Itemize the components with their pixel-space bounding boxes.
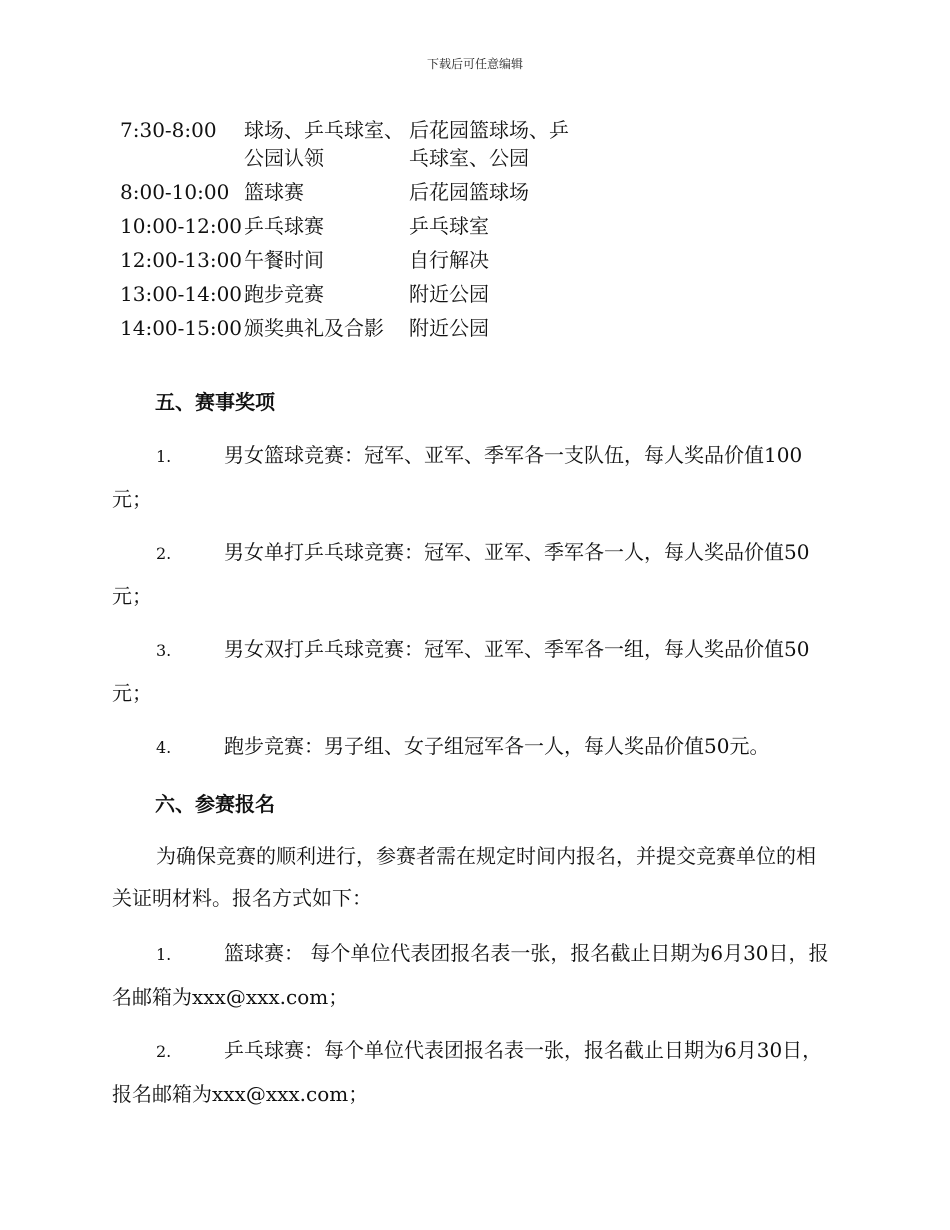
award-item [112, 628, 834, 714]
table-row [112, 280, 579, 314]
table-row [112, 116, 579, 178]
table-row [112, 246, 579, 280]
list-number: 3. [156, 641, 172, 660]
table-row [112, 178, 579, 212]
intro-text: 为确保竞赛的顺利进行，参赛者需在规定时间内报名，并提交竞赛单位的相关证明材料。报名方式如下： [112, 844, 816, 910]
time-cell: 8:00-10:00 [120, 180, 230, 204]
item-cell: 颁奖典礼及合影 [244, 316, 384, 340]
item-cell: 篮球赛 [244, 180, 304, 204]
place-cell: 附近公园 [409, 316, 489, 340]
item-cell: 乒乓球赛 [244, 214, 324, 238]
award-item [112, 531, 834, 617]
time-cell: 10:00-12:00 [120, 214, 243, 238]
registration-text: 乒乓球赛：每个单位代表团报名表一张，报名截止日期为6月30日，报名邮箱为xxx@xxx.com； [112, 1038, 823, 1106]
place-cell: 附近公园 [409, 282, 489, 306]
award-text: 男女双打乒乓球竞赛：冠军、亚军、季军各一组，每人奖品价值50元； [112, 637, 810, 705]
schedule-table [112, 116, 579, 348]
registration-item [112, 1029, 834, 1115]
time-cell: 14:00-15:00 [120, 316, 243, 340]
registration-intro [112, 835, 834, 919]
page-header: 下载后可任意编辑 [426, 57, 523, 71]
place-cell: 后花园篮球场 [409, 180, 529, 204]
award-item [112, 434, 834, 520]
place-cell: 乒乓球室 [409, 214, 489, 238]
award-text: 跑步竞赛：男子组、女子组冠军各一人，每人奖品价值50元。 [224, 734, 770, 758]
table-row [112, 212, 579, 246]
item-cell: 球场、乒乓球室、公园认领 [244, 118, 404, 170]
list-number: 1. [156, 945, 172, 964]
place-cell: 自行解决 [409, 248, 489, 272]
time-cell: 12:00-13:00 [120, 248, 243, 272]
list-number: 2. [156, 544, 172, 563]
section-6-heading: 六、参赛报名 [155, 792, 275, 816]
list-number: 1. [156, 447, 172, 466]
list-number: 2. [156, 1042, 172, 1061]
award-text: 男女篮球竞赛：冠军、亚军、季军各一支队伍，每人奖品价值100元； [112, 443, 803, 511]
award-item [112, 725, 834, 769]
time-cell: 7:30-8:00 [120, 118, 217, 142]
award-text: 男女单打乒乓球竞赛：冠军、亚军、季军各一人，每人奖品价值50元； [112, 540, 810, 608]
place-cell: 后花园篮球场、乒乓球室、公园 [409, 118, 569, 170]
time-cell: 13:00-14:00 [120, 282, 243, 306]
item-cell: 午餐时间 [244, 248, 324, 272]
section-5-heading: 五、赛事奖项 [155, 390, 275, 414]
list-number: 4. [156, 738, 172, 757]
item-cell: 跑步竞赛 [244, 282, 324, 306]
registration-text: 篮球赛： 每个单位代表团报名表一张，报名截止日期为6月30日，报名邮箱为xxx@xxx.com； [112, 941, 829, 1009]
registration-item [112, 932, 834, 1018]
table-row [112, 314, 579, 348]
